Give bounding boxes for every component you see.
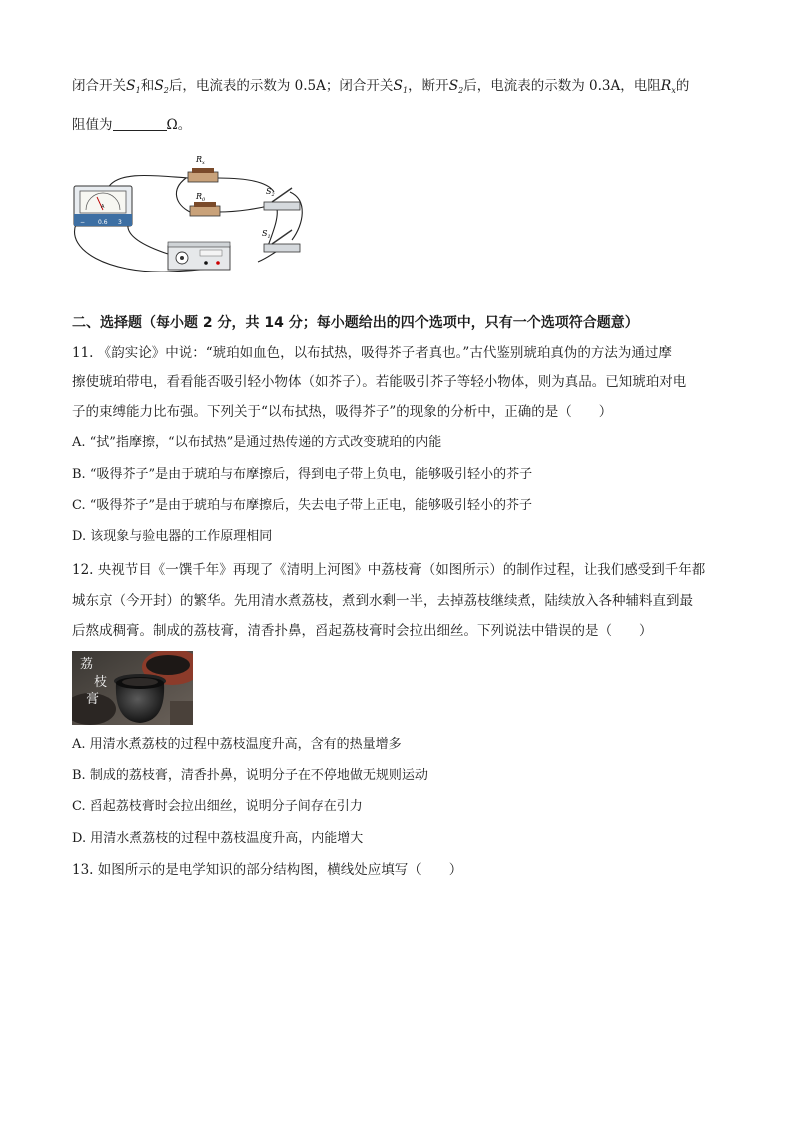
q10-text: ，断开 — [408, 78, 449, 94]
switch-s2-symbol: $S_2$ — [448, 78, 464, 95]
q11-stem-line: 11. 《韵实论》中说：“琥珀如血色，以布拭热，吸得芥子者真也。”古代鉴别琥珀真伪的方法为通过摩 — [72, 345, 672, 361]
meter-terminal-3: 3 — [118, 219, 122, 226]
q10-line2 — [72, 115, 191, 135]
wire — [218, 206, 268, 212]
switch-s1-symbol: $S_1$ — [126, 78, 141, 95]
image-caption-char: 膏 — [86, 692, 100, 707]
rx-label: $R_x$ — [196, 155, 205, 166]
image-caption-char: 枝 — [94, 675, 108, 690]
q10-text: 和 — [140, 78, 155, 94]
q12-stem-line: 城东京（今开封）的繁华。先用清水煮荔枝，煮到水剩一半，去掉荔枝继续煮，陆续放入各种辅料直到最 — [72, 593, 693, 609]
resistor-rx-symbol: $R_x$ — [660, 78, 676, 95]
switch-s1-symbol: $S_1$ — [393, 78, 409, 95]
q10-text: 的 — [675, 78, 690, 94]
switch-s1 — [262, 229, 300, 252]
q10-text: 后，电流表的示数为 0.3A，电阻 — [463, 78, 661, 94]
section-heading: 二、选择题（每小题 2 分，共 14 分；每小题给出的四个选项中，只有一个选项符合题意） — [72, 315, 639, 331]
answer-blank[interactable] — [113, 116, 167, 131]
ammeter — [74, 186, 132, 226]
q10-text: 闭合开关 — [72, 78, 126, 94]
image-caption-char: 荔 — [80, 657, 94, 672]
q11-option-c[interactable]: C. “吸得芥子”是由于琥珀与布摩擦后，失去电子带上正电，能够吸引轻小的芥子 — [72, 498, 533, 513]
meter-terminal-06: 0.6 — [98, 219, 108, 226]
q12-option-b[interactable]: B. 制成的荔枝膏，清香扑鼻，说明分子在不停地做无规则运动 — [72, 768, 428, 783]
circuit-diagram — [68, 150, 318, 272]
wire — [290, 192, 302, 240]
switch-s2 — [264, 187, 300, 210]
wire — [268, 206, 277, 246]
q13-stem-line: 13. 如图所示的是电学知识的部分结构图，横线处应填写（ ） — [72, 862, 463, 878]
wire — [176, 178, 190, 212]
wire — [128, 224, 168, 254]
q11-stem-line: 擦使琥珀带电，看看能否吸引轻小物体（如芥子）。若能吸引芥子等轻小物体，则为真品。已知琥珀对电 — [72, 374, 687, 390]
resistor-r0 — [190, 192, 220, 216]
q10-text: 后，电流表的示数为 0.5A；闭合开关 — [168, 78, 394, 94]
s1-label: $S_1$ — [262, 229, 271, 240]
q10-text: 阻值为 — [72, 117, 113, 133]
litchi-paste-image — [72, 651, 193, 725]
q12-option-c[interactable]: C. 舀起荔枝膏时会拉出细丝，说明分子间存在引力 — [72, 799, 363, 814]
q11-stem-line: 子的束缚能力比布强。下列关于“以布拭热，吸得芥子”的现象的分析中，正确的是（ ） — [72, 404, 613, 420]
power-supply — [168, 242, 230, 270]
s2-label: $S_2$ — [266, 187, 275, 198]
q12-option-d[interactable]: D. 用清水煮荔枝的过程中荔枝温度升高，内能增大 — [72, 831, 364, 846]
q12-stem-line: 后熬成稠膏。制成的荔枝膏，清香扑鼻，舀起荔枝膏时会拉出细丝。下列说法中错误的是（ ） — [72, 623, 653, 639]
q10-line1 — [72, 76, 689, 101]
q12-option-a[interactable]: A. 用清水煮荔枝的过程中荔枝温度升高，含有的热量增多 — [72, 737, 402, 752]
q11-option-a[interactable]: A. “拭”指摩擦，“以布拭热”是通过热传递的方式改变琥珀的内能 — [72, 435, 442, 450]
meter-symbol: A — [101, 204, 105, 210]
ohm-unit: Ω。 — [166, 117, 192, 133]
meter-terminal-minus: − — [80, 219, 86, 226]
q11-option-b[interactable]: B. “吸得芥子”是由于琥珀与布摩擦后，得到电子带上负电，能够吸引轻小的芥子 — [72, 467, 533, 482]
resistor-rx — [188, 155, 218, 182]
q12-stem-line: 12. 央视节目《一馔千年》再现了《清明上河图》中荔枝膏（如图所示）的制作过程，让我们感受到千年都 — [72, 562, 706, 578]
switch-s2-symbol: $S_2$ — [154, 78, 169, 95]
q11-option-d[interactable]: D. 该现象与验电器的工作原理相同 — [72, 529, 273, 544]
r0-label: $R_0$ — [196, 192, 206, 203]
